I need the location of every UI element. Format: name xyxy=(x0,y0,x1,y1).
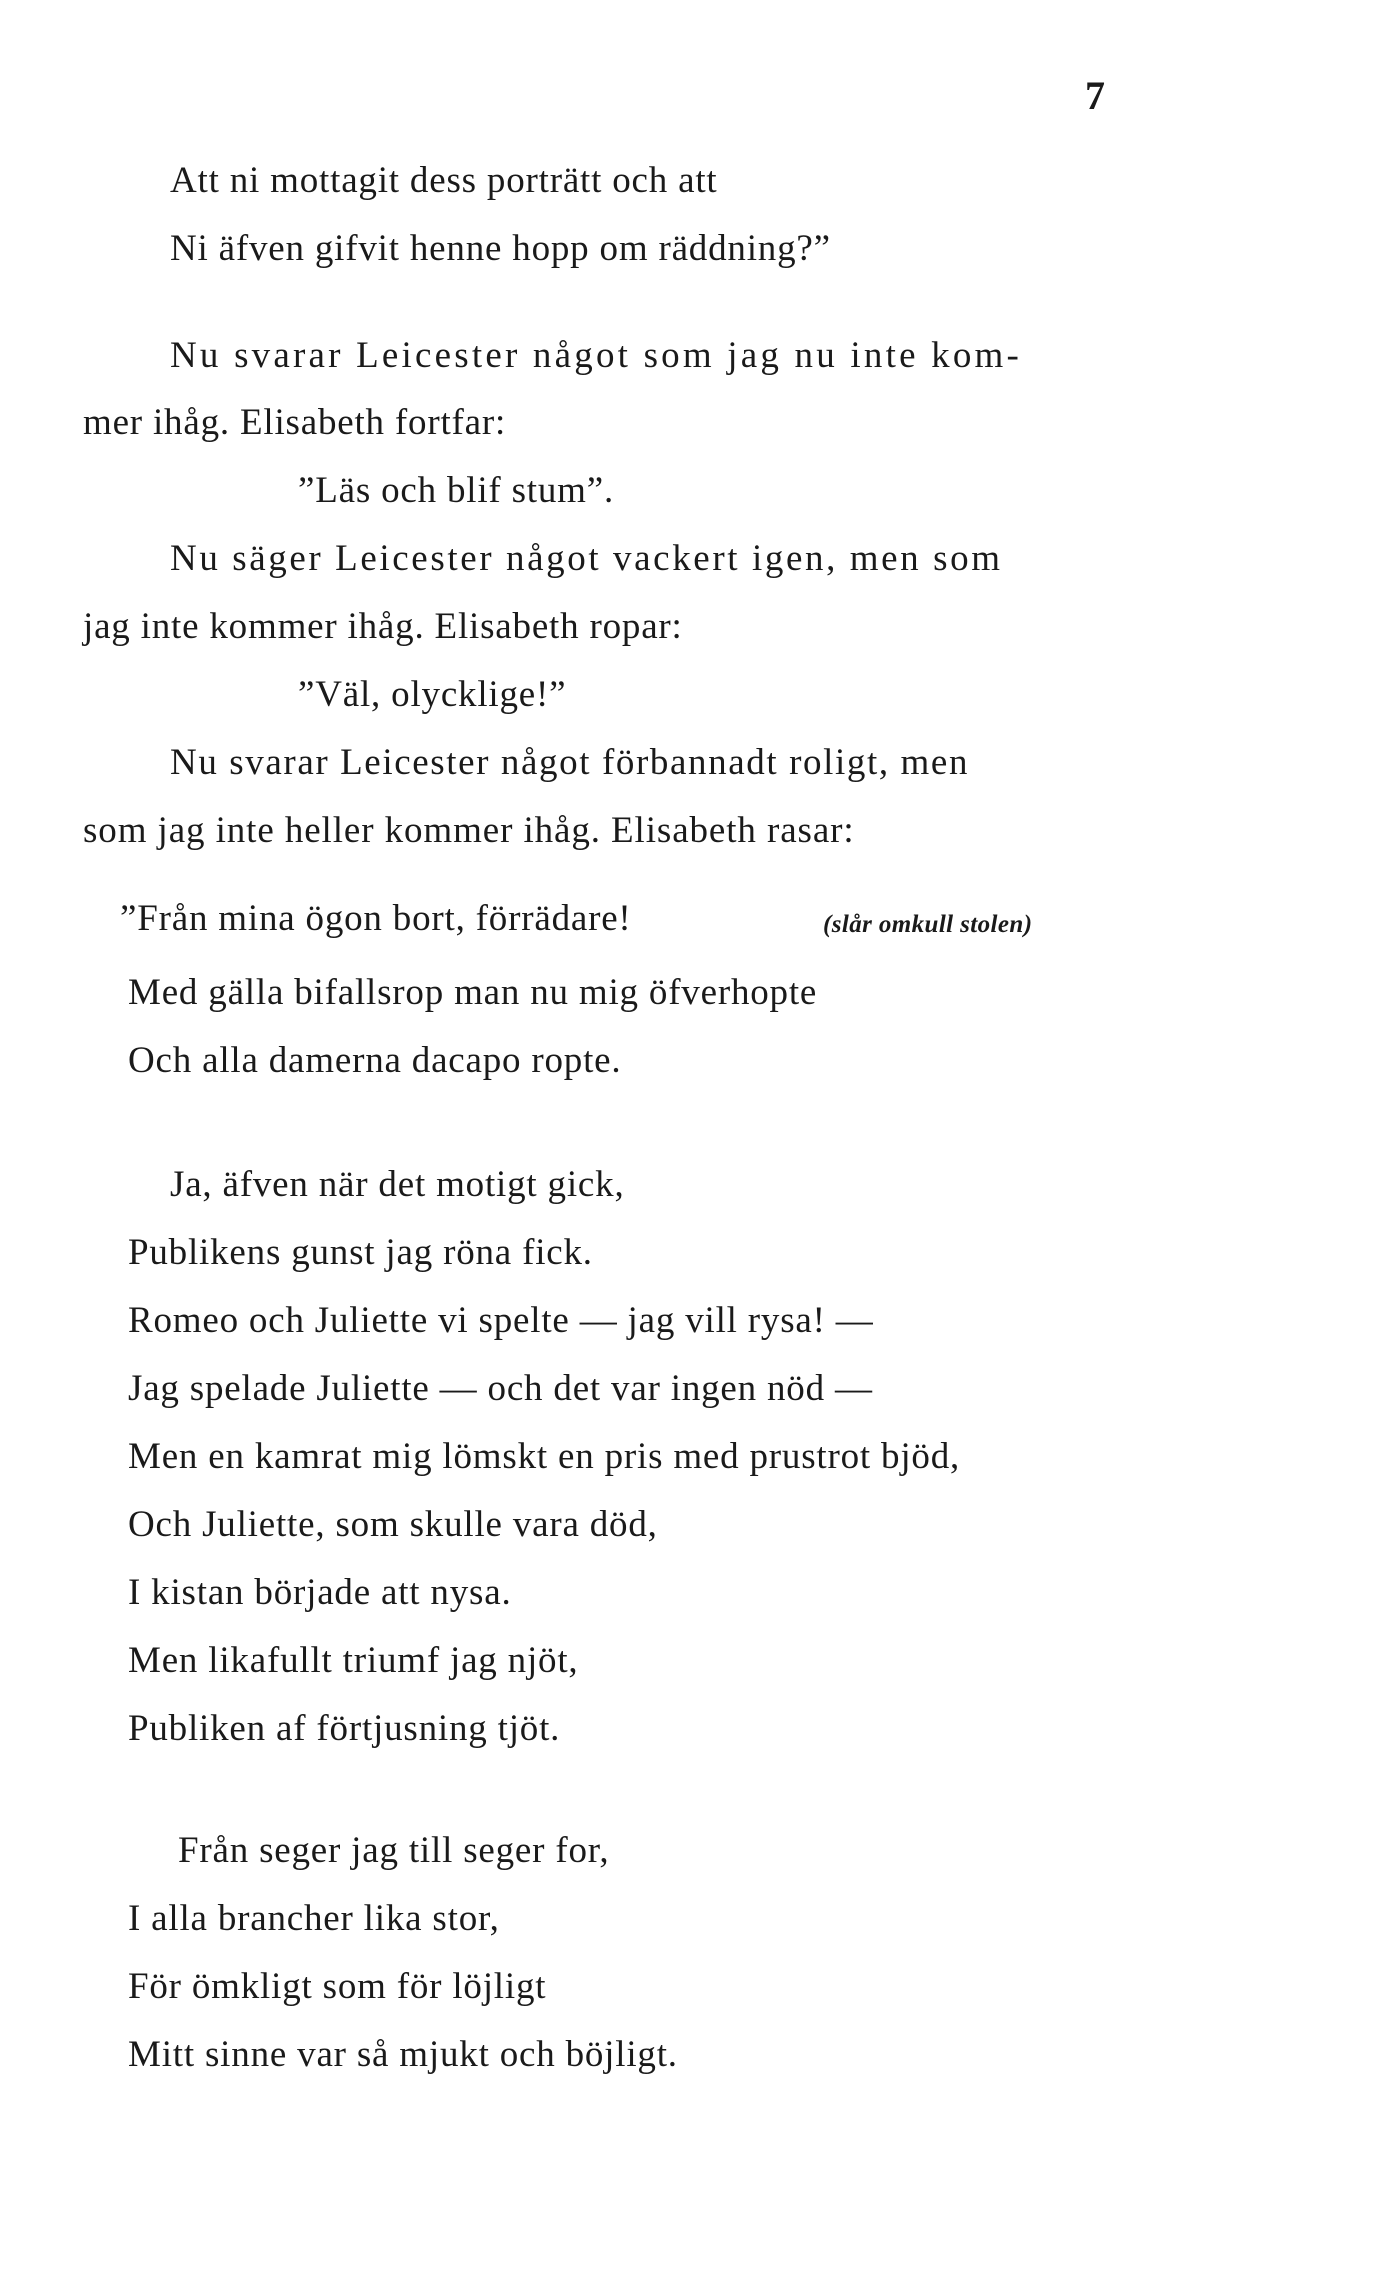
text-line: Ni äfven gifvit henne hopp om räddning?” xyxy=(170,228,831,269)
verse-line: Och alla damerna dacapo ropte. xyxy=(128,1040,622,1081)
text-line: Nu säger Leicester något vackert igen, men som xyxy=(170,538,1003,579)
verse-line: Ja, äfven när det motigt gick, xyxy=(170,1164,625,1205)
text-line: Nu svarar Leicester något som jag nu inte kom- xyxy=(170,335,1023,376)
verse-line: Men likafullt triumf jag njöt, xyxy=(128,1640,579,1681)
verse-line: Publiken af förtjusning tjöt. xyxy=(128,1708,561,1749)
verse-line: Från seger jag till seger for, xyxy=(178,1830,610,1871)
text-line: som jag inte heller kommer ihåg. Elisabeth rasar: xyxy=(83,810,855,851)
verse-line: För ömkligt som för löjligt xyxy=(128,1966,547,2007)
verse-line: Romeo och Juliette vi spelte — jag vill rysa! — xyxy=(128,1300,874,1341)
text-line: jag inte kommer ihåg. Elisabeth ropar: xyxy=(83,606,683,647)
verse-line: Jag spelade Juliette — och det var ingen nöd — xyxy=(128,1368,873,1409)
verse-line: Publikens gunst jag röna fick. xyxy=(128,1232,593,1273)
text-line: Nu svarar Leicester något förbannadt roligt, men xyxy=(170,742,970,783)
verse-line: Och Juliette, som skulle vara död, xyxy=(128,1504,658,1545)
page-number: 7 xyxy=(1085,73,1105,118)
text-line: ”Läs och blif stum”. xyxy=(298,470,615,511)
verse-line: ”Från mina ögon bort, förrädare! xyxy=(120,898,632,939)
verse-line: Men en kamrat mig lömskt en pris med prustrot bjöd, xyxy=(128,1436,961,1477)
text-line: ”Väl, olycklige!” xyxy=(298,674,567,715)
stage-direction: (slår omkull stolen) xyxy=(823,911,1033,938)
verse-line: I kistan började att nysa. xyxy=(128,1572,512,1613)
text-line: mer ihåg. Elisabeth fortfar: xyxy=(83,402,507,443)
text-line: Att ni mottagit dess porträtt och att xyxy=(170,160,718,201)
verse-line: I alla brancher lika stor, xyxy=(128,1898,500,1939)
verse-line: Mitt sinne var så mjukt och böjligt. xyxy=(128,2034,678,2075)
verse-line: Med gälla bifallsrop man nu mig öfverhopte xyxy=(128,972,818,1013)
